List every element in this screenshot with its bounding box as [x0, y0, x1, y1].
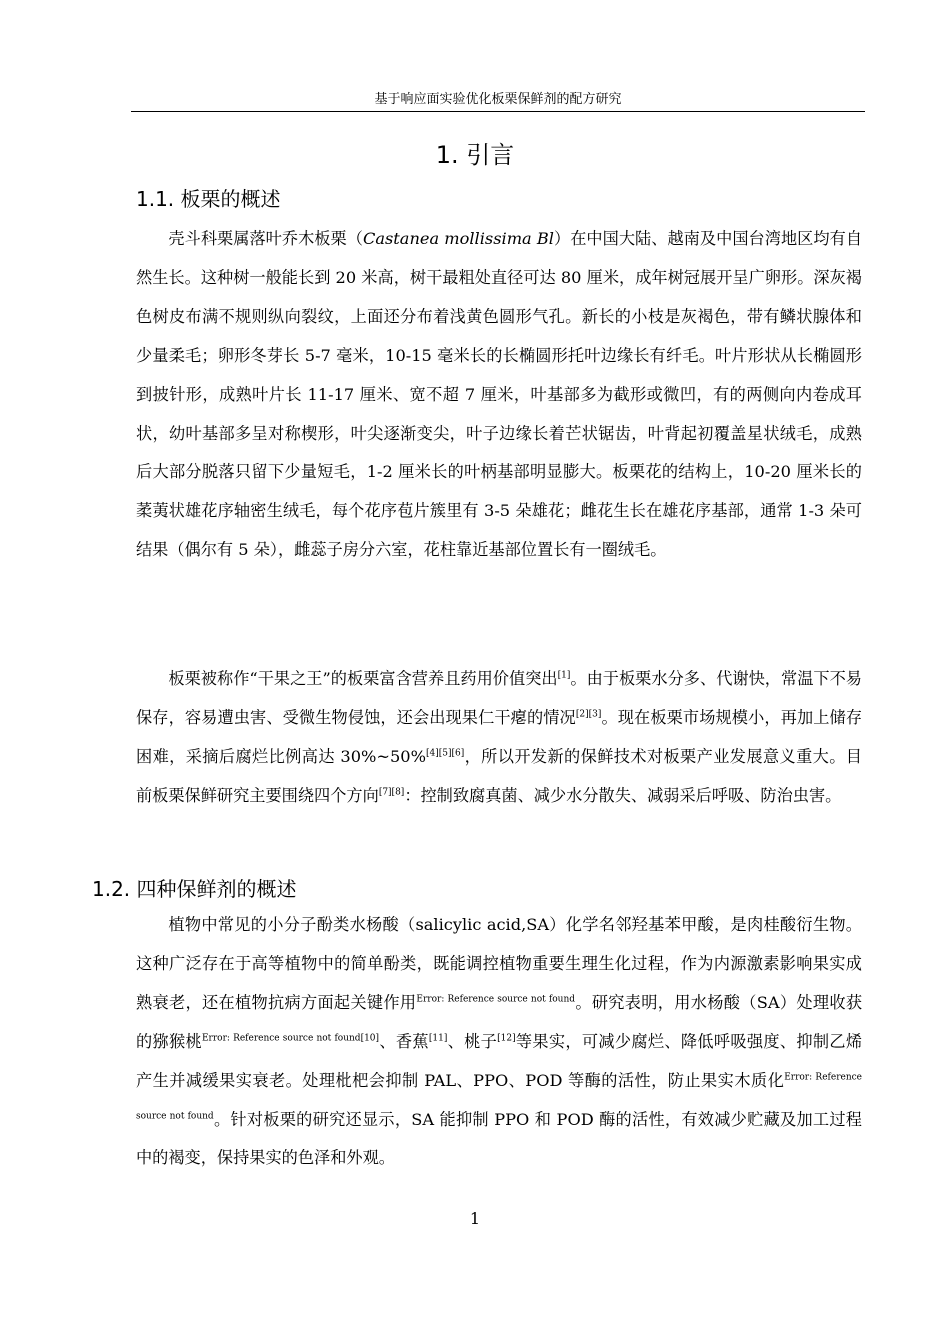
citation: [1] [557, 670, 571, 681]
reference-error: Error: Reference source not found[10] [201, 1033, 380, 1044]
reference-error: Error: Reference source not found [136, 1072, 862, 1122]
text-run: 。研究表明，用水杨酸（SA）处理收获的猕猴桃 [136, 992, 863, 1051]
citation: [4][5][6] [425, 748, 465, 759]
text-run: 、香蕉 [379, 1031, 429, 1051]
paragraph-chestnut-preservation [136, 660, 862, 816]
text-run: 等果实，可减少腐烂、降低呼吸强度、抑制乙烯产生并减缓果实衰老。处理枇杷会抑制 PAL、PPO、POD 等酶的活性，防止果实木质化 [136, 1031, 863, 1090]
text-run: 植物中常见的小分子酚类水杨酸（salicylic acid,SA）化学名邻羟基苯甲酸，是肉桂酸衍生物。这种广泛存在于高等植物中的简单酚类，既能调控植物重要生理生化过程，作为内源激素影响果实成熟衰老，还在植物抗病方面起关键作用 [136, 915, 862, 1012]
citation: [7][8] [378, 787, 405, 798]
citation: [2][3] [575, 709, 602, 720]
text-run: 。现在板栗市场规模小，再加上储存困难，采摘后腐烂比例高达 30%~50% [136, 707, 863, 766]
citation: [12] [497, 1033, 516, 1044]
header-rule [131, 111, 865, 112]
latin-name: Castanea mollissima Bl [362, 229, 554, 248]
text-run: 。由于板栗水分多、代谢快，常温下不易保存，容易遭虫害、受微生物侵蚀，还会出现果仁干瘪的情况 [136, 669, 862, 727]
citation: [11] [428, 1033, 448, 1044]
page-number: 1 [469, 1209, 481, 1228]
paragraph-salicylic-acid [136, 906, 862, 1178]
text-run: 、桃子 [447, 1031, 498, 1051]
section-title-1-2: 1.2. 四种保鲜剂的概述 [92, 877, 297, 901]
chapter-title: 1. 引言 [435, 141, 515, 169]
reference-error: Error: Reference source not found [416, 994, 576, 1005]
section-title-1-1: 1.1. 板栗的概述 [136, 187, 281, 211]
text-run: ，所以开发新的保鲜技术对板栗产业发展意义重大。目前板栗保鲜研究主要围绕四个方向 [136, 746, 862, 805]
text-run: ：控制致腐真菌、减少水分散失、减弱采后呼吸、防治虫害。 [404, 785, 842, 805]
text-run: 板栗被称作“干果之王”的板栗富含营养且药用价值突出 [168, 669, 558, 688]
text-run: 。针对板栗的研究还显示，SA 能抑制 PPO 和 POD 酶的活性，有效减少贮藏及加工过程中的褐变，保持果实的色泽和外观。 [136, 1109, 862, 1168]
running-header: 基于响应面实验优化板栗保鲜剂的配方研究 [374, 92, 622, 107]
text-run: ）在中国大陆、越南及中国台湾地区均有自然生长。这种树一般能长到 20 米高，树干最粗处直径可达 80 厘米，成年树冠展开呈广卵形。深灰褐色树皮布满不规则纵向裂纹，上面还分布着浅黄色圆形气孔。新长的小枝是灰褐色，带有鳞状腺体和少量柔毛；卵形冬芽长 5-7 毫米，10-15 毫米长的长椭圆形托叶边缘长有纤毛。叶片形状从长椭圆形到披针形，成熟叶片长 11-17 厘米、宽不超 7 厘米，叶基部多为截形或微凹，有的两侧向内卷成耳状，幼叶基部多呈对称楔形，叶尖逐渐变尖，叶子边缘长着芒状锯齿，叶背起初覆盖星状绒毛，成熟后大部分脱落只留下少量短毛，1-2 厘米长的叶柄基部明显膨大。板栗花的结构上，10-20 厘米长的葇荑状雄花序轴密生绒毛，每个花序苞片簇里有 3-5 朵雄花；雌花生长在雄花序基部，通常 1-3 朵可结果（偶尔有 5 朵），雌蕊子房分六室，花柱靠近基部位置长有一圈绒毛。 [136, 229, 863, 560]
paragraph-chestnut-description [136, 220, 862, 570]
text-run: 壳斗科栗属落叶乔木板栗（ [168, 229, 363, 248]
